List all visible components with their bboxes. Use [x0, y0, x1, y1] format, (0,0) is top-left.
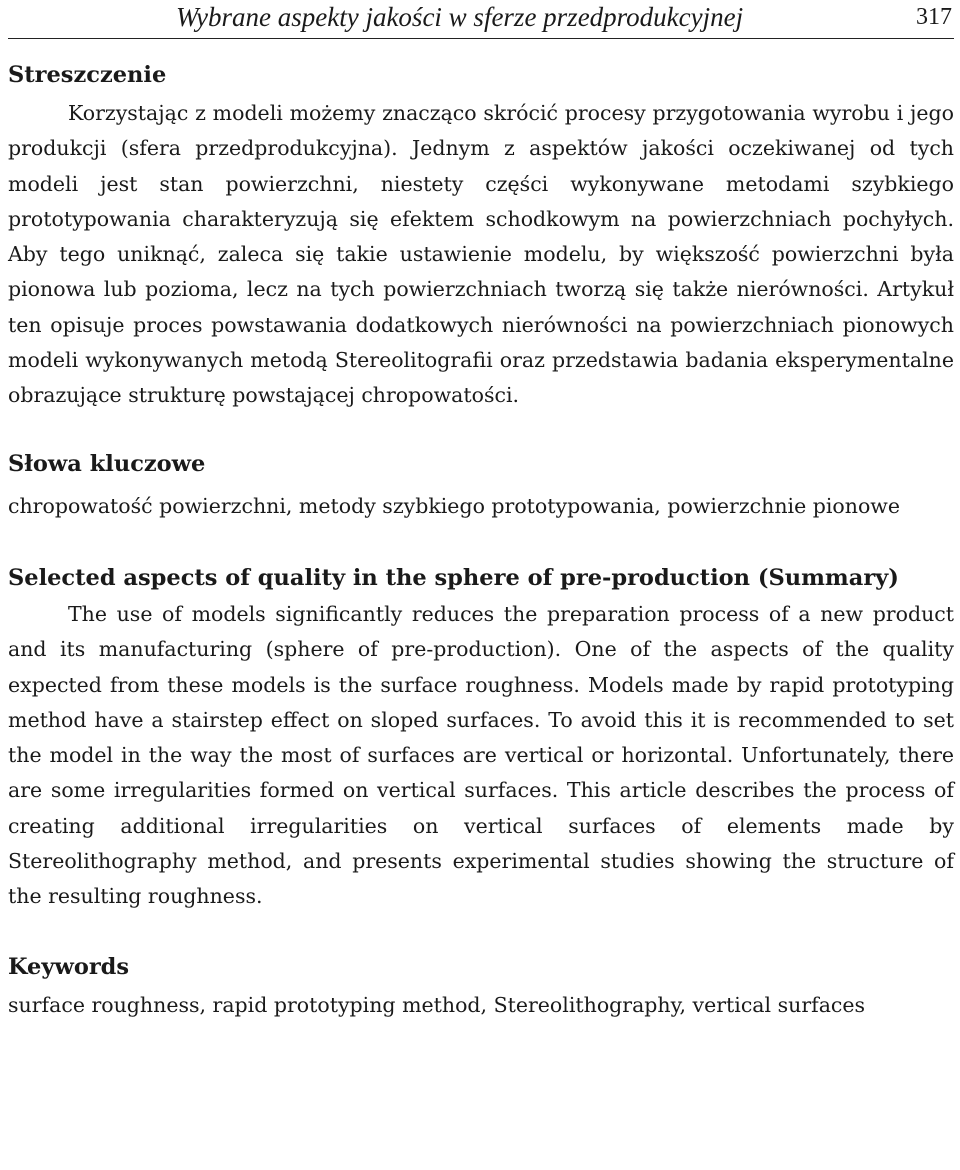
- summary-text: The use of models significantly reduces the preparation process of a new product and its manufacturing (sphere of pre-production). One of the aspects of the quality expected from these models is the surface roughness. Models made by rapid prototyping method have a stairstep effect on sloped surfaces. To avoid this it is recommended to set the model in the way the most of surfaces are vertical or horizontal. Unfortunately, there are some irregularities formed on vertical surfaces. This article describes the process of creating additional irregularities on vertical surfaces of elements made by Stereolithography method, and presents experimental studies showing the structure of the resulting roughness.: [8, 601, 954, 909]
- streszczenie-heading: Streszczenie: [8, 62, 167, 88]
- keywords-text: surface roughness, rapid prototyping method, Stereolithography, vertical surfaces: [8, 992, 866, 1017]
- running-header: [8, 0, 954, 39]
- slowa-kluczowe-text: chropowatość powierzchni, metody szybkiego prototypowania, powierzchnie pionowe: [8, 493, 900, 518]
- slowa-kluczowe-heading: Słowa kluczowe: [8, 450, 206, 477]
- page: [8, 0, 954, 1023]
- keywords-heading: Keywords: [8, 953, 130, 980]
- page-number: 317: [916, 4, 952, 30]
- summary-heading: Selected aspects of quality in the sphere of pre-production (Summary): [8, 564, 899, 591]
- streszczenie-text: Korzystając z modeli możemy znacząco skrócić procesy przygotowania wyrobu i jego produkcji (sfera przedprodukcyjna). Jednym z aspektów jakości oczekiwanej od tych modeli jest stan powierzchni, niestety części wykonywane metodami szybkiego prototypowania charakteryzują się efektem schodkowym na powierzchniach pochyłych. Aby tego uniknąć, zaleca się takie ustawienie modelu, by większość powierzchni była pionowa lub pozioma, lecz na tych powierzchniach tworzą się także nierówności. Artykuł ten opisuje proces powstawania dodatkowych nierówności na powierzchniach pionowych modeli wykonywanych metodą Stereolitografii oraz przedstawia badania eksperymentalne obrazujące strukturę powstającej chropowatości.: [8, 101, 954, 408]
- running-title: Wybrane aspekty jakości w sferze przedprodukcyjnej: [176, 2, 744, 32]
